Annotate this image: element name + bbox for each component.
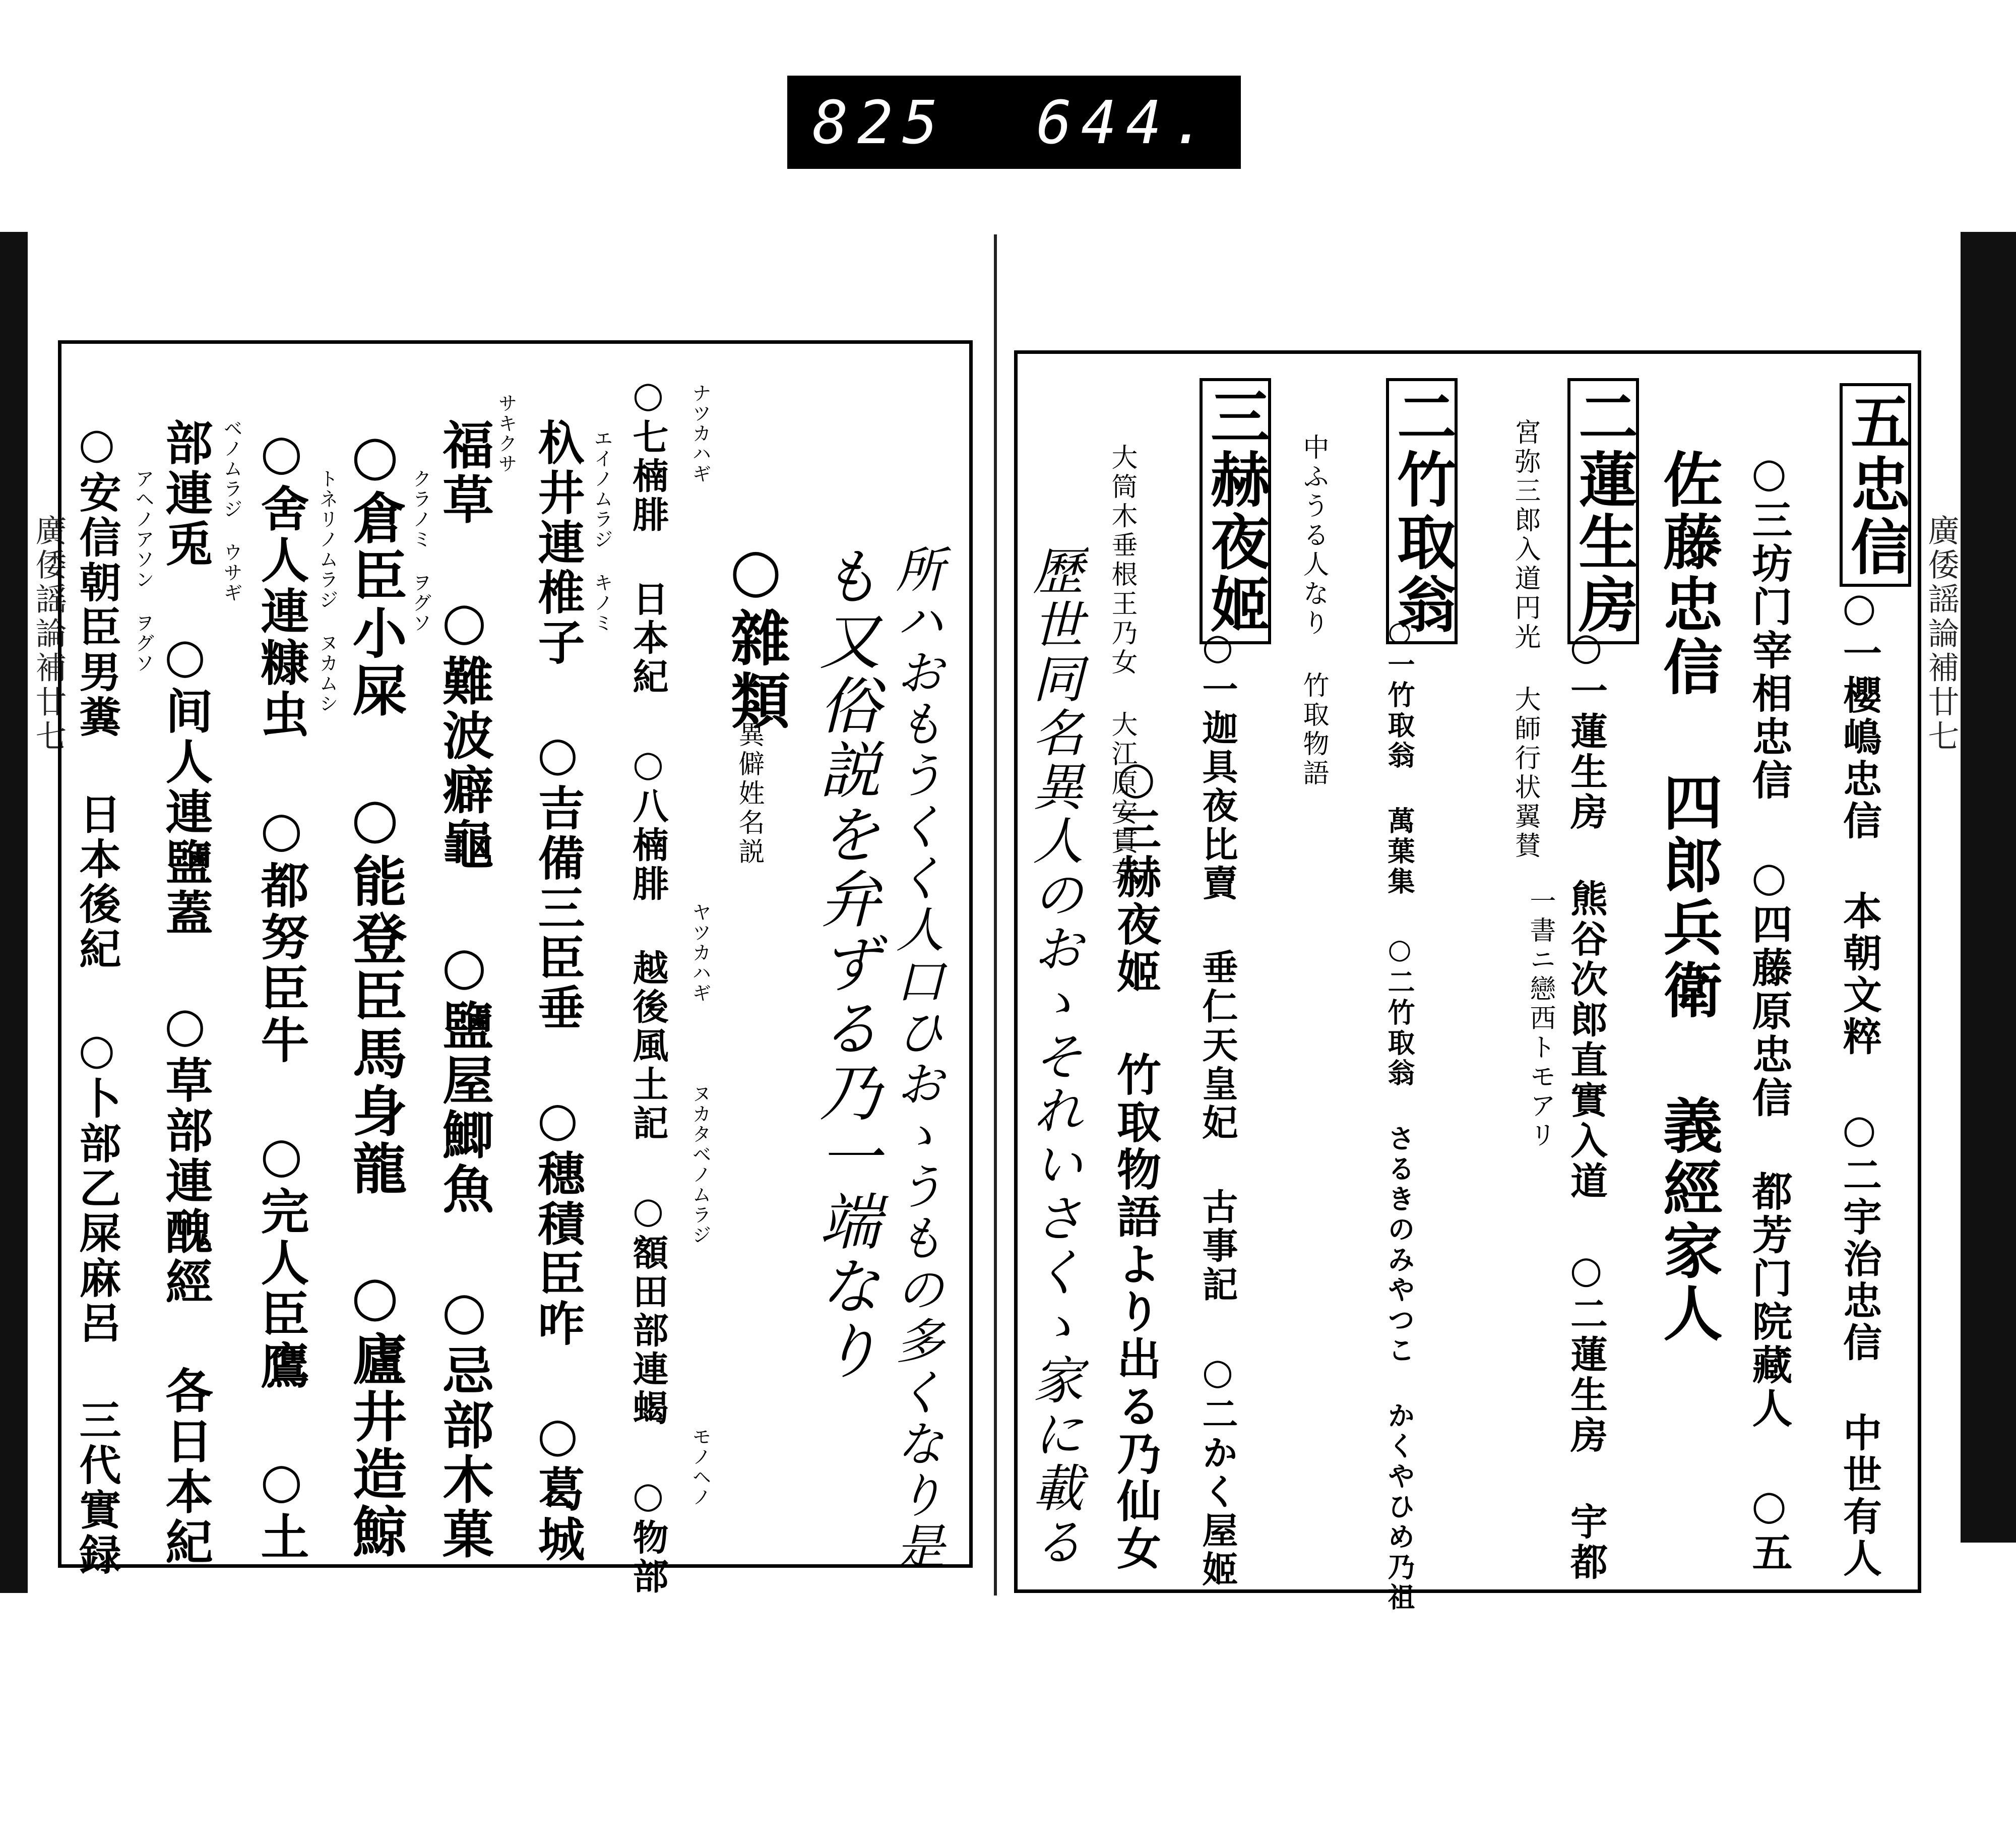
left-col-6: 杁井連椎子 ○吉備三臣垂 ○穗積臣咋 ○葛城 xyxy=(530,418,585,1565)
label-right-number: 644. xyxy=(1036,87,1216,157)
right-col-8: 中ふうる人なり 竹取物語 xyxy=(1298,434,1329,788)
right-margin-title: 廣倭謡論補廿七 xyxy=(1923,514,1960,754)
right-heading-taketori: 二竹取翁 xyxy=(1386,378,1458,644)
right-heading-kaguya: 三赫夜姬 xyxy=(1200,378,1271,644)
left-margin-title: 廣倭謡論補廿七 xyxy=(30,514,67,754)
right-col-7: ○一竹取翁 萬葉集 ○二竹取翁 さるきのみやつこ かくやひめ乃祖 xyxy=(1383,615,1416,1613)
left-reading-9: ベノムラジ ウサギ xyxy=(220,418,242,603)
right-col-5: ○一蓮生房 熊谷次郎直實入道 ○二蓮生房 宇都 xyxy=(1564,625,1608,1583)
left-col-9: ○舍人連糠虫 ○都努臣牛 ○完人臣鷹 ○土 xyxy=(253,423,310,1563)
left-col-7: 福草 ○難波癖龜 ○鹽屋鯽魚 ○忌部木菓 xyxy=(434,418,494,1562)
left-col-10: 部連兎 ○间人連鹽蓋 ○草部連醜經 各日本紀 xyxy=(157,418,213,1568)
left-col-11: ○安信朝臣男糞 日本後紀 ○卜部乙屎麻呂 三代實録 xyxy=(72,418,121,1578)
left-col-5: ○七楠腓 日本紀 ○八楠腓 越後風土記 ○額田部連蝎 ○物部 xyxy=(627,373,669,1597)
right-col-10: ○三赫夜姬 竹取物語より出る乃仙女 xyxy=(1110,751,1162,1573)
left-reading-7: クラノミ ヲグソ xyxy=(409,469,431,633)
right-col-11: 大筒木垂根王乃女 大江原安貫女 xyxy=(1107,444,1137,886)
label-left-number: 825 xyxy=(812,87,948,157)
left-book-edge xyxy=(0,232,28,1593)
left-reading-5: エイノムラジ キノミ xyxy=(591,428,613,633)
left-reading-4: ヌカタベノムラジ xyxy=(689,1084,711,1245)
left-col-1: 所ハおもうくく人口ひおゝうもの多くなり是 xyxy=(888,544,944,1573)
right-col-1: ○一櫻嶋忠信 本朝文粹 ○二宇治忠信 中世有人 xyxy=(1837,585,1882,1580)
right-heading-rensho: 二蓮生房 xyxy=(1567,378,1639,644)
left-reading-3: モノヘノ xyxy=(689,1427,711,1507)
left-col-8: ○倉臣小屎 ○能登臣馬身龍 ○廬井造鯨 xyxy=(343,423,407,1561)
right-col-12: 歷世同名異人のおゝそれいさくゝ家に載る xyxy=(1024,544,1084,1569)
right-col-9: ○一迦具夜比賣 垂仁天皇妃 古事記 ○二かく屋姬 xyxy=(1196,625,1239,1589)
right-col-3: 佐藤忠信 四郎兵衛 義經家人 xyxy=(1653,449,1723,1345)
left-col-4: 異僻姓名説 xyxy=(734,721,764,867)
left-reading-10: アヘノアソン ヲグソ xyxy=(132,469,154,673)
right-heading-tadanobu: 五忠信 xyxy=(1840,383,1911,587)
left-reading-2: ヤツカハギ xyxy=(689,902,711,1003)
catalogue-number-label xyxy=(787,76,1241,169)
left-col-2: も又俗説を弁ずる乃一端なり xyxy=(809,544,880,1383)
left-reading-8: トネリノムラジ ヌカムシ xyxy=(316,469,338,714)
right-book-edge xyxy=(1961,232,2016,1543)
right-col-4: 宮弥三郎入道円光 大師行状翼賛 xyxy=(1510,418,1540,861)
right-col-2: ○三坊门宰相忠信 ○四藤原忠信 都芳门院藏人 ○五 xyxy=(1745,449,1793,1575)
left-reading-1: ナツカハギ xyxy=(689,383,711,484)
book-spine xyxy=(994,234,997,1596)
left-reading-6: サキクサ xyxy=(495,393,517,474)
left-col-3: ○雜類 xyxy=(721,534,791,732)
right-col-6: 一書ニ戀西トモアリ xyxy=(1525,887,1555,1150)
